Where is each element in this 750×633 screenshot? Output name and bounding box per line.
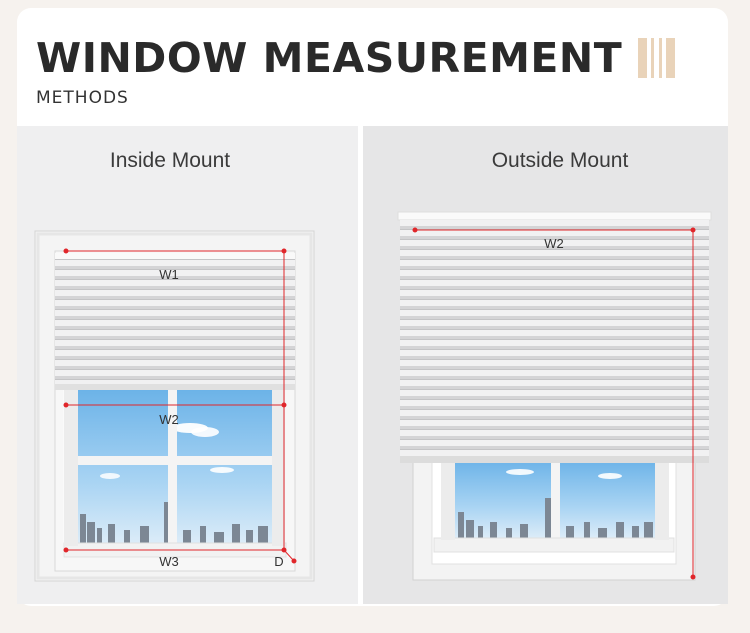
measure-label-w3: W3 [159,554,179,569]
inside-mount-label: Inside Mount [109,149,231,172]
outside-mount-window [413,444,695,580]
outside-mount-label: Outside Mount [491,149,629,172]
measure-label-d: D [274,554,284,569]
page-title: WINDOW MEASUREMENT [36,34,623,82]
measure-label-w2-inside: W2 [159,412,179,427]
page-subtitle: METHODS [36,88,129,108]
measure-label-w2-outside: W2 [544,236,564,251]
measure-label-w1: W1 [159,267,179,282]
